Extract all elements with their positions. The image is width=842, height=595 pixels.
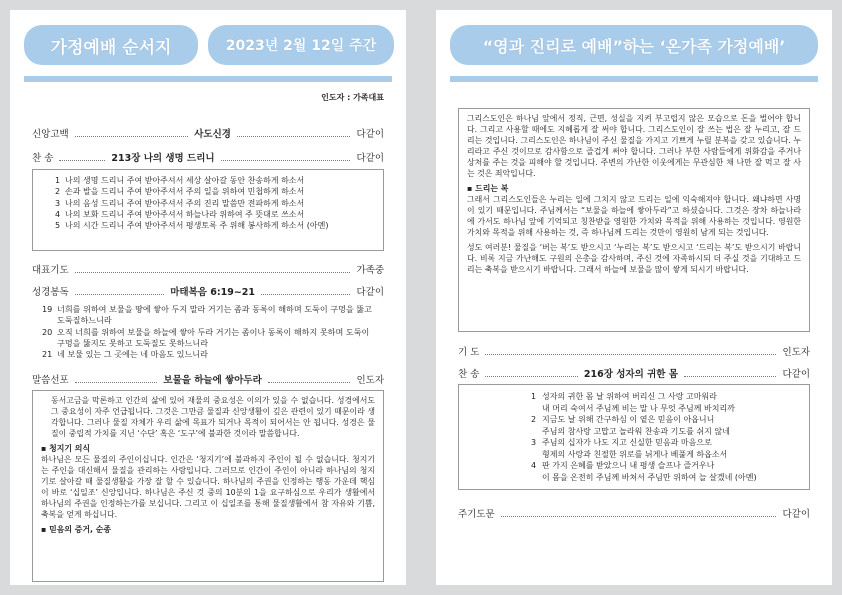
sermon-title: 보물을 하늘에 쌓아두라 [163, 375, 262, 386]
verse-text: 이 몸을 온전히 주님께 바쳐서 주님만 위하여 늘 살겠네 (아멘) [542, 472, 757, 482]
verse-text: 나의 음성 드리니 주여 받아주셔서 주의 진리 말씀만 전파하게 하소서 [65, 198, 305, 208]
hymn-lyrics-box [458, 384, 810, 490]
verse-text: 지금도 날 위해 간구하심 이 옅은 믿음이 아옵니니 [542, 415, 715, 424]
verse-number: 4 [55, 209, 61, 219]
creed-by: 다같이 [356, 129, 384, 140]
verse-text: 성자의 귀한 몸 날 위하여 버리신 그 사랑 고마워라 [542, 392, 717, 401]
prayer-by: 인도자 [782, 347, 810, 358]
dot-leader [261, 287, 350, 295]
verse-text: 네 보물 있는 그 곳에는 네 마음도 있느니라 [57, 349, 208, 360]
lords-prayer-row [458, 506, 810, 520]
prayer-label: 대표기도 [32, 265, 69, 276]
dot-leader [221, 153, 351, 161]
verse-text: 나의 시간 드리니 주여 받아주셔서 평생토록 주 위해 봉사하게 하소서 (아멘) [65, 221, 329, 231]
verse-text: 형제의 사랑과 친절한 위로를 뉘게나 베풀게 하옵소서 [542, 449, 728, 459]
dot-leader [75, 287, 164, 295]
dot-leader [485, 347, 776, 355]
verse-number: 2 [531, 415, 537, 424]
scripture-by: 다같이 [356, 287, 385, 298]
prayer-row [458, 344, 810, 358]
verse-number: 21 [42, 349, 53, 360]
bible-verse [42, 349, 374, 360]
verse-number: 3 [55, 198, 61, 208]
sermon-box [32, 390, 384, 582]
hymn-lyrics-box [32, 169, 384, 251]
verse-number: 1 [531, 392, 537, 401]
sermon-paragraph: 성도 여러분! 물질을 ‘버는 복’도 받으시고 ‘누리는 복’도 받으시고 ‘드리는 복’도 받으시기 바랍니다. 비록 지금 가난해도 구원의 은총을 감사하며, 주신 것에 자족하시되 더 주실 것을 기대하고 드리는 축복을 받으시기 바랍니다. 그래서 하늘에 보물을 많이 쌓게 되시기 바랍니다. [467, 243, 801, 274]
bulletin-date: 2023년 2월 12일 주간 [208, 25, 394, 65]
hymn-verse [531, 437, 801, 449]
verse-number: 2 [55, 187, 61, 197]
header-divider [24, 76, 392, 82]
hymn-verse [531, 414, 801, 426]
dot-leader [237, 129, 351, 137]
bulletin-title: 가정예배 순서지 [24, 25, 198, 65]
hymn-verse [531, 460, 801, 472]
bible-verse [42, 304, 374, 327]
right-page [436, 10, 832, 585]
verse-number: 4 [531, 461, 537, 470]
dot-leader [75, 265, 351, 273]
lords-prayer-by: 다같이 [782, 509, 810, 520]
hymn-title: 216장 성자의 귀한 몸 [583, 369, 678, 380]
sermon-by: 인도자 [356, 375, 385, 386]
hymn-row [32, 150, 384, 164]
verse-text: 주님의 참사랑 고맙고 놀라워 찬송과 기도를 쉬지 않네 [542, 426, 730, 436]
verse-text: 주님의 십자가 나도 지고 신실한 믿음과 마음으로 [542, 438, 712, 447]
hymn-title: 213장 나의 생명 드리니 [111, 153, 215, 164]
sermon-paragraph: 그리스도인은 하나님 앞에서 정직, 근면, 성실을 지켜 부고럽지 않은 모습으로 돈을 벌어야 합니다. 그리고 사용할 때에도 지혜롭게 잘 써야 합니다. 그리스도인이 잘 쓰는 법은 잘 누리고, 잘 드리는 것입니다. 그리스도인은 하나님이 주신 물질을 가지고 기쁘게 누릴 분복을 갖고 있습니다. 누리라고 주신 것이므로 감사함으로 즐겁게 써야 합니다. 그러나 부한 사람들에게 위화감을 주거나 상처를 주는 것을 피해야 할 것입니다. 주변의 가난한 이웃에게는 무관심한 채 나만 잘 먹고 잘 사는 것은 죄악입니다. [467, 114, 801, 178]
scripture-title: 마태복음 6:19~21 [170, 287, 256, 298]
verse-text: 손과 발을 드리니 주여 받아주셔서 주의 일을 위하여 민첩하게 하소서 [65, 187, 305, 197]
dot-leader [684, 369, 777, 377]
lords-prayer-label: 주기도문 [458, 509, 495, 520]
verse-text: 내 머리 숙여서 주님께 비는 말 나 무엇 주님께 바치리까 [542, 403, 735, 413]
prayer-by: 가족중 [356, 265, 384, 276]
scripture-row [32, 284, 384, 298]
sermon-subheading: ▪ 드리는 복 [467, 184, 509, 193]
sermon-paragraph: 하나님은 모든 물질의 주인이십니다. 인간은 ‘청지기’에 불과하지 주인이 될 수 없습니다. 청지기는 주인을 대신해서 물질을 관리하는 사람입니다. 그러므로 인간이 주인이 아니라 하나님의 청지기로 살아갈 때 물질생활을 가장 잘 할 수 있습니다. 하나님의 주권을 인정하는 행동 가운데 핵심이 바로 ‘십일조’ 신앙입니다. 하나님은 주신 것 중의 10분의 1을 요구하심으로 우리가 생활에서 하나님의 주권을 인정하는가를 보십니다. 그리고 이 십일조를 통해 물질생활에서 참 자유와 기쁨, 축복을 얻게 하십니다. [41, 455, 375, 519]
dot-leader [268, 375, 351, 383]
hymn-row [458, 366, 810, 380]
sermon-row [32, 372, 384, 386]
dot-leader [75, 129, 189, 137]
hymn-verse [531, 391, 801, 403]
verse-text: 오직 너희를 위하여 보물을 하늘에 쌓아 두라 거기는 좀이나 동록이 해하지 못하며 도둑이 구멍을 뚫지도 못하고 도둑질도 못하느니라 [57, 326, 370, 348]
verse-text: 판 가지 은혜를 받았으니 내 평생 슬프나 즐거우나 [542, 461, 715, 470]
sermon-subheading: ▪ 청지기 의식 [41, 444, 90, 453]
bulletin-motto: “영과 진리로 예배”하는 ‘온가족 가정예배’ [450, 25, 818, 65]
sermon-label: 말씀선포 [32, 375, 69, 386]
left-page [10, 10, 406, 585]
header-divider [450, 76, 818, 82]
prayer-row [32, 262, 384, 276]
hymn-verse [55, 209, 375, 220]
verse-text: 나의 보화 드리니 주여 받아주셔서 하늘나라 위하여 주 뜻대로 쓰소서 [65, 209, 305, 219]
sermon-subheading: ▪ 믿음의 증거, 순종 [41, 525, 111, 534]
prayer-label: 기 도 [458, 347, 480, 358]
creed-label: 신앙고백 [32, 129, 69, 140]
verse-number: 3 [531, 438, 537, 447]
hymn-label: 찬 송 [458, 369, 480, 380]
sermon-paragraph: 동서고금을 막론하고 인간의 삶에 있어 재물의 중요성은 이의가 있을 수 없습니다. 성경에서도 그 중요성이 자주 언급됩니다. 그것은 그만큼 물질과 신앙생활이 깊은 관련이 있기 때문이라 생각합니다. 그러나 물질 자체가 우리 삶에 목표가 되거나 목적이 되어서는 안 됩니다. 성경은 물질이 중립적 가치를 지닌 ‘수단’ 혹은 ‘도구’에 불과한 것이라 말씀합니다. [51, 396, 375, 438]
creed-title: 사도신경 [194, 129, 231, 140]
bible-verse [42, 327, 374, 350]
verse-number: 1 [55, 176, 61, 185]
sermon-paragraph: 그래서 그리스도인들은 누리는 일에 그치지 않고 드리는 일에 익숙해져야 합니다. 왜냐하면 사명이 있기 때문입니다. 주님께서는 “보물을 하늘에 쌓아두라”고 하셨습니다. 그것은 장차 하늘나라에 가서도 하나님 앞에 기억되고 칭찬받을 영원한 가치와 목적을 위해 사용하는 것입니다. 영원한 가치와 목적을 위해 사용하는 것, 즉 하나님께 드리는 것만이 영원히 남게 되는 것입니다. [467, 195, 801, 237]
hymn-by: 다같이 [356, 153, 384, 164]
dot-leader [501, 509, 777, 517]
hymn-label: 찬 송 [32, 153, 54, 164]
hymn-verse [55, 220, 375, 231]
hymn-by: 다같이 [782, 369, 810, 380]
verse-text: 너희를 위하여 보물을 땅에 쌓아 두지 말라 거기는 좀과 동록이 해하며 도둑이 구멍을 뚫고 도둑질하느니라 [57, 304, 372, 326]
hymn-verse [55, 198, 375, 209]
dot-leader [75, 375, 158, 383]
verse-number: 5 [55, 221, 61, 231]
creed-row [32, 126, 384, 140]
leader-label: 인도자 : 가족대표 [321, 93, 384, 102]
verse-text: 나의 생명 드리니 주여 받아주셔서 세상 살아갈 동안 찬송하게 하소서 [65, 176, 305, 185]
dot-leader [485, 369, 578, 377]
dot-leader [59, 153, 105, 161]
hymn-verse [55, 186, 375, 197]
verse-number: 19 [42, 304, 53, 314]
sermon-continued-box [458, 108, 810, 332]
verse-number: 20 [42, 326, 53, 337]
scripture-text [32, 302, 384, 372]
scripture-label: 성경봉독 [32, 287, 69, 298]
hymn-verse [55, 175, 375, 186]
